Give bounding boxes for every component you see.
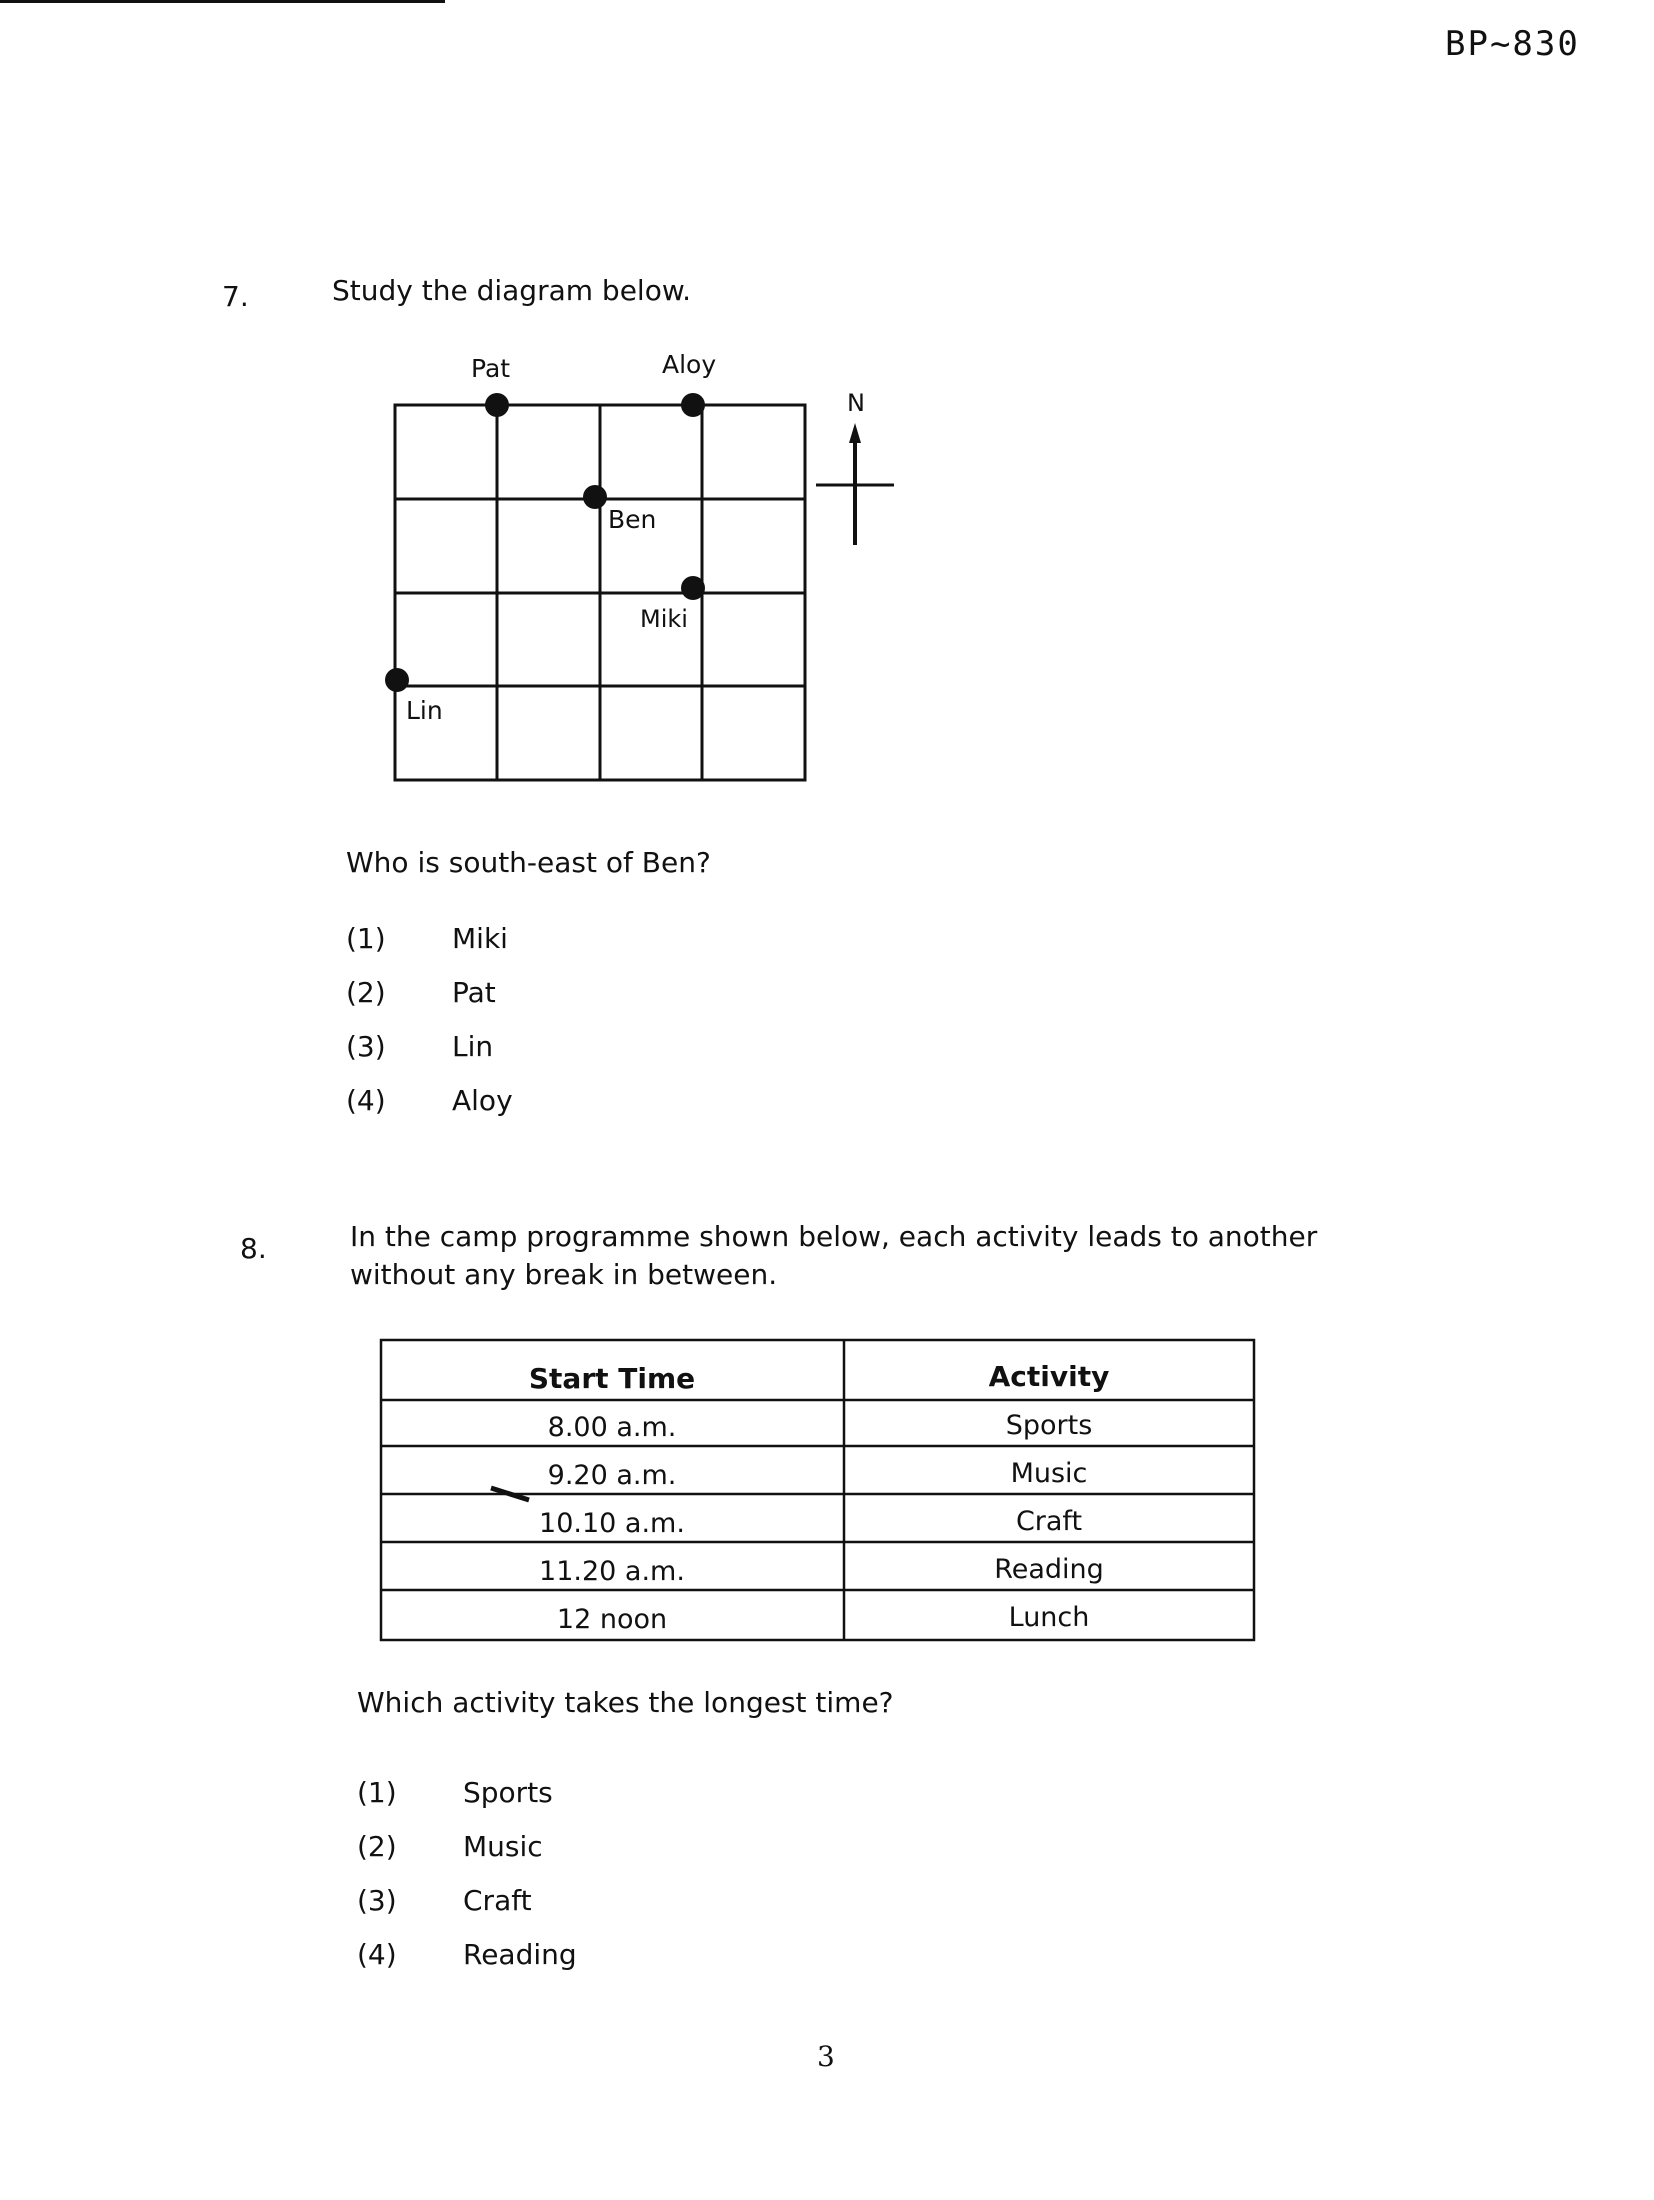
miki-marker: [681, 576, 705, 600]
row-1-start-time: 8.00 a.m.: [547, 1412, 677, 1443]
q8-option-1-text: Sports: [463, 1776, 553, 1809]
q7-option-2-number: (2): [346, 976, 386, 1009]
question-8-prompt-line-1: In the camp programme shown below, each activity leads to another: [350, 1220, 1318, 1253]
q8-option-2-text: Music: [463, 1830, 543, 1863]
camp-programme-table: [379, 1330, 1256, 1643]
q8-option-4-text: Reading: [463, 1938, 577, 1971]
row-4-start-time: 11.20 a.m.: [539, 1556, 685, 1587]
q8-option-4-number: (4): [357, 1938, 397, 1971]
q7-option-3-text: Lin: [452, 1030, 494, 1063]
document-code: BP~830: [1445, 24, 1580, 64]
question-8-question: Which activity takes the longest time?: [357, 1686, 894, 1719]
row-1-activity: Sports: [1005, 1410, 1093, 1441]
q8-option-3-text: Craft: [463, 1884, 532, 1917]
table-grid: [381, 1340, 1254, 1640]
north-arrow-icon: [816, 389, 894, 545]
direction-grid-diagram: [380, 345, 920, 795]
header-activity: Activity: [988, 1360, 1110, 1393]
row-5-activity: Lunch: [1008, 1602, 1090, 1633]
question-8-prompt-line-2: without any break in between.: [350, 1258, 778, 1291]
q8-option-1-number: (1): [357, 1776, 397, 1809]
pat-label: Pat: [471, 354, 511, 383]
q7-option-2-text: Pat: [452, 976, 496, 1009]
q8-option-2-number: (2): [357, 1830, 397, 1863]
aloy-marker: [681, 393, 705, 417]
header-start-time: Start Time: [528, 1362, 696, 1395]
row-4-activity: Reading: [994, 1554, 1104, 1585]
q7-option-3-number: (3): [346, 1030, 386, 1063]
q7-option-1-number: (1): [346, 922, 386, 955]
row-2-start-time: 9.20 a.m.: [547, 1460, 677, 1491]
question-8-number: 8.: [240, 1232, 267, 1265]
q8-option-3-number: (3): [357, 1884, 397, 1917]
grid-lines: [395, 405, 805, 780]
row-3-activity: Craft: [1015, 1506, 1083, 1537]
miki-label: Miki: [640, 605, 688, 633]
row-2-activity: Music: [1010, 1458, 1088, 1489]
page-number: 3: [817, 2040, 835, 2073]
q7-option-1-text: Miki: [452, 922, 508, 955]
question-7-prompt: Study the diagram below.: [332, 274, 692, 307]
lin-label: Lin: [406, 696, 443, 725]
row-5-start-time: 12 noon: [556, 1604, 668, 1635]
lin-marker: [385, 668, 409, 692]
q7-option-4-number: (4): [346, 1084, 386, 1117]
top-rule: [0, 0, 445, 3]
ben-label: Ben: [608, 505, 657, 534]
pat-marker: [485, 393, 509, 417]
aloy-label: Aloy: [662, 350, 717, 379]
ben-marker: [583, 485, 607, 509]
question-7-number: 7.: [222, 280, 249, 313]
north-label: N: [847, 389, 865, 417]
row-3-start-time: 10.10 a.m.: [539, 1508, 685, 1539]
q7-option-4-text: Aloy: [452, 1084, 513, 1117]
question-7-question: Who is south-east of Ben?: [346, 846, 711, 879]
